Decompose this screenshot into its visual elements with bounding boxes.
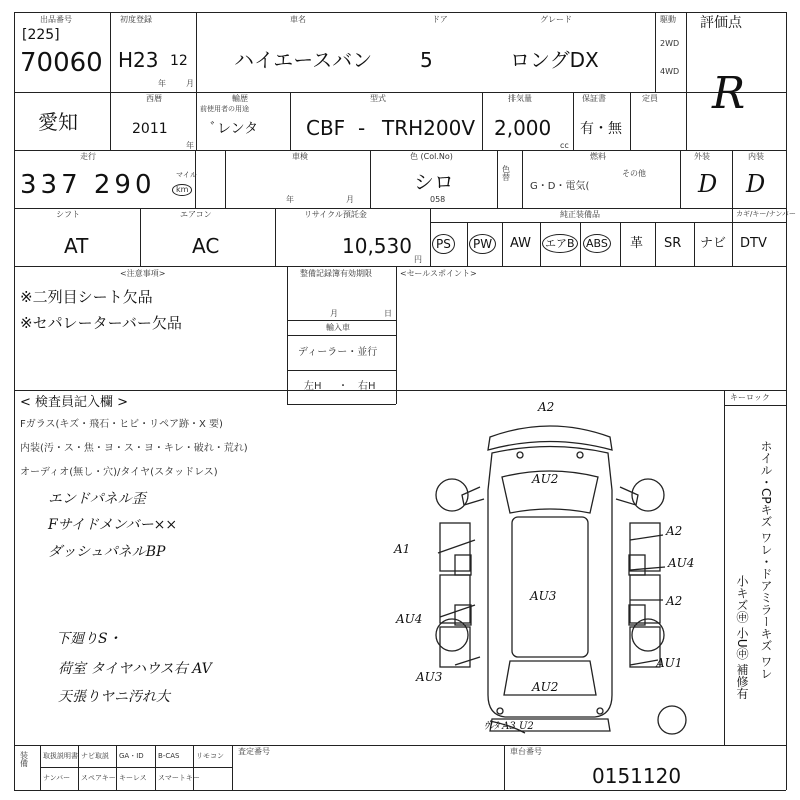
car-name: ハイエースバン (234, 48, 373, 72)
first-registration-label: 初度登録 (120, 15, 152, 24)
diagram-label-roof-rear: AU2 (532, 680, 559, 694)
exterior-label: 外装 (694, 152, 710, 161)
register-label: 車台番号 (510, 747, 542, 756)
type-dash: - (358, 116, 366, 140)
deadline-day: 日 (384, 309, 392, 318)
type-prefix: CBF (306, 116, 346, 140)
footer-item-spare-key: スペアキー (81, 774, 116, 782)
fuel: G・D・電気( (530, 181, 590, 192)
diagram-label-left-mid: AU4 (396, 612, 423, 626)
month-unit: 月 (186, 79, 194, 88)
drive-2wd: 2WD (660, 39, 680, 48)
mileage: 337 290 (20, 170, 156, 200)
grade-label: グレード (540, 15, 572, 24)
color-label: 色 (Col.No) (410, 152, 453, 161)
year-unit: 年 (158, 79, 166, 88)
score-label: 評価点 (700, 15, 742, 31)
register-number: 0151120 (592, 764, 682, 788)
equipment-navi: ナビ (700, 236, 727, 251)
interior-line: 内装(汚・ス・焦・ヨ・ス・ヨ・キレ・破れ・荒れ) (20, 443, 248, 454)
recycle-label: リサイクル預託金 (304, 210, 367, 219)
diagram-label-left-rear: AU3 (416, 670, 443, 684)
dealer: ディーラー・並行 (298, 347, 378, 358)
inspector-note-4: 下廻りS・ (56, 631, 122, 647)
model-year-unit: 年 (186, 141, 194, 150)
equipment-aw: AW (510, 236, 532, 251)
ac: AC (192, 234, 220, 258)
footer-item-manual: 取扱説明書 (43, 752, 78, 760)
model-year-label: 西暦 (146, 94, 162, 103)
car-name-label: 車名 (290, 15, 306, 24)
lot-number-label: 出品番号 (40, 15, 72, 24)
color: シロ (414, 170, 454, 194)
deadline-month: 月 (330, 309, 338, 318)
history-value: ﾞレンタ (210, 121, 259, 137)
inspector-note-5: 荷室 タイヤハウス右 AV (58, 661, 212, 677)
footer-item-keyless: キーレス (119, 774, 147, 782)
key-label: カギ/キー/ナンバー (736, 210, 796, 218)
mileage-label: 走行 (80, 152, 96, 161)
score: R (712, 68, 746, 119)
equipment-airbag: エアB (542, 234, 578, 253)
vehicle-damage-diagram (380, 395, 720, 745)
drive-label: 駆動 (660, 15, 676, 24)
first-registration-year: H23 (118, 48, 159, 72)
caution-line-1: ※二列目シート欠品 (20, 288, 153, 306)
warranty-label: 保証書 (582, 94, 606, 103)
inspector-note-3: ダッシュパネルBP (48, 544, 166, 560)
interior-label: 内装 (748, 152, 764, 161)
caution-label: <注意事項> (120, 269, 166, 278)
legend-vertical-2: 小キズ㊥ 小U㊥ 補修有 (735, 575, 749, 700)
displacement: 2,000 (494, 116, 552, 140)
history-sub: 前使用者の用途 (200, 105, 249, 113)
steering-dot: ・ (338, 381, 348, 392)
equipment-label: 純正装備品 (560, 210, 600, 219)
lot-number: 70060 (20, 48, 103, 78)
warranty: 有・無 (580, 121, 622, 137)
footer-side-label: 装備 (20, 751, 28, 768)
inspector-note-1: エンドパネル歪 (48, 491, 146, 507)
diagram-label-right-lower: A2 (666, 594, 683, 608)
lot-prefix: [225] (22, 27, 60, 43)
history-label: 輸歴 (232, 94, 248, 103)
doors-label: ドア (432, 15, 448, 24)
shift-label: シフト (56, 210, 80, 219)
mileage-unit-mile: マイル (176, 171, 197, 179)
interior-grade: D (746, 170, 766, 198)
serial-label: 査定番号 (238, 747, 270, 756)
footer-item-remote: リモコン (196, 752, 224, 760)
recycle-amount: 10,530 (342, 234, 412, 258)
diagram-label-right-upper: A2 (666, 524, 683, 538)
footer-item-bcas: B-CAS (158, 752, 180, 760)
ac-label: エアコン (180, 210, 212, 219)
equipment-sr: SR (664, 236, 682, 251)
displacement-unit: cc (560, 141, 569, 150)
region: 愛知 (38, 110, 78, 134)
equipment-abs: ABS (583, 234, 611, 253)
steering-right: 右H (358, 381, 376, 392)
audio-tire-line: オーディオ(無し・穴)/タイヤ(スタッドレス) (20, 467, 218, 478)
exterior-grade: D (698, 170, 718, 198)
diagram-label-right-au1: AU1 (656, 656, 683, 670)
caution-line-2: ※セパレーターバー欠品 (20, 314, 182, 332)
doors: 5 (420, 48, 433, 72)
fuel-label: 燃料 (590, 152, 606, 161)
type-code: TRH200V (382, 116, 476, 140)
inspector-note-2: Fサイドメンバー×× (48, 517, 178, 533)
footer-item-navi-manual: ナビ取説 (81, 752, 109, 760)
color-code: 058 (430, 195, 446, 204)
sales-point-label: <セールスポイント> (400, 269, 477, 278)
glass-line: Fガラス(キズ・飛石・ヒビ・リペア跡・X 要) (20, 419, 223, 430)
inspector-note-6: 天張りヤニ汚れ大 (58, 689, 170, 705)
footer-item-ga-id: GA・ID (119, 752, 144, 760)
diagram-label-bottom: ｳﾚﾀ A3 U2 (484, 721, 534, 732)
model-year: 2011 (132, 121, 168, 137)
recycle-unit: 円 (414, 255, 422, 264)
diagram-label-roof-mid: AU3 (530, 589, 557, 603)
legend-vertical: ホイル・CPキズ ワレ・ドアミラーキズ ワレ (759, 440, 773, 680)
diagram-label-left-front: A1 (394, 542, 411, 556)
deadline-label: 整備記録簿有効期限 (300, 269, 372, 278)
displacement-label: 排気量 (508, 94, 532, 103)
diagram-label-right-au4: AU4 (668, 556, 695, 570)
diagram-label-top: A2 (538, 400, 555, 414)
drive-4wd: 4WD (660, 67, 680, 76)
equipment-ps: PS (432, 234, 455, 254)
fuel-other: その他 (622, 169, 646, 178)
shift: AT (64, 234, 89, 258)
equipment-pw: PW (469, 234, 496, 254)
footer-item-smart-key: スマートキー (158, 774, 200, 782)
equipment-leather: 革 (630, 236, 644, 251)
key-lock-label: キーロック (730, 393, 770, 402)
inspection-label: 車検 (292, 152, 308, 161)
equipment-dtv: DTV (740, 236, 767, 251)
mileage-unit-km: km (172, 184, 192, 196)
inspection-year-unit: 年 (286, 195, 294, 204)
inspection-month-unit: 月 (346, 195, 354, 204)
first-registration-month: 12 (170, 53, 188, 69)
color-change-label: 色替 (502, 165, 510, 182)
type-label: 型式 (370, 94, 386, 103)
footer-item-number: ナンバー (43, 774, 71, 782)
grade: ロングDX (510, 48, 599, 72)
steering-left: 左H (304, 381, 322, 392)
diagram-label-roof-front: AU2 (532, 472, 559, 486)
inspector-title: < 検査員記入欄 > (20, 395, 129, 410)
import-label: 輸入車 (326, 323, 350, 332)
seats-label: 定員 (642, 94, 658, 103)
